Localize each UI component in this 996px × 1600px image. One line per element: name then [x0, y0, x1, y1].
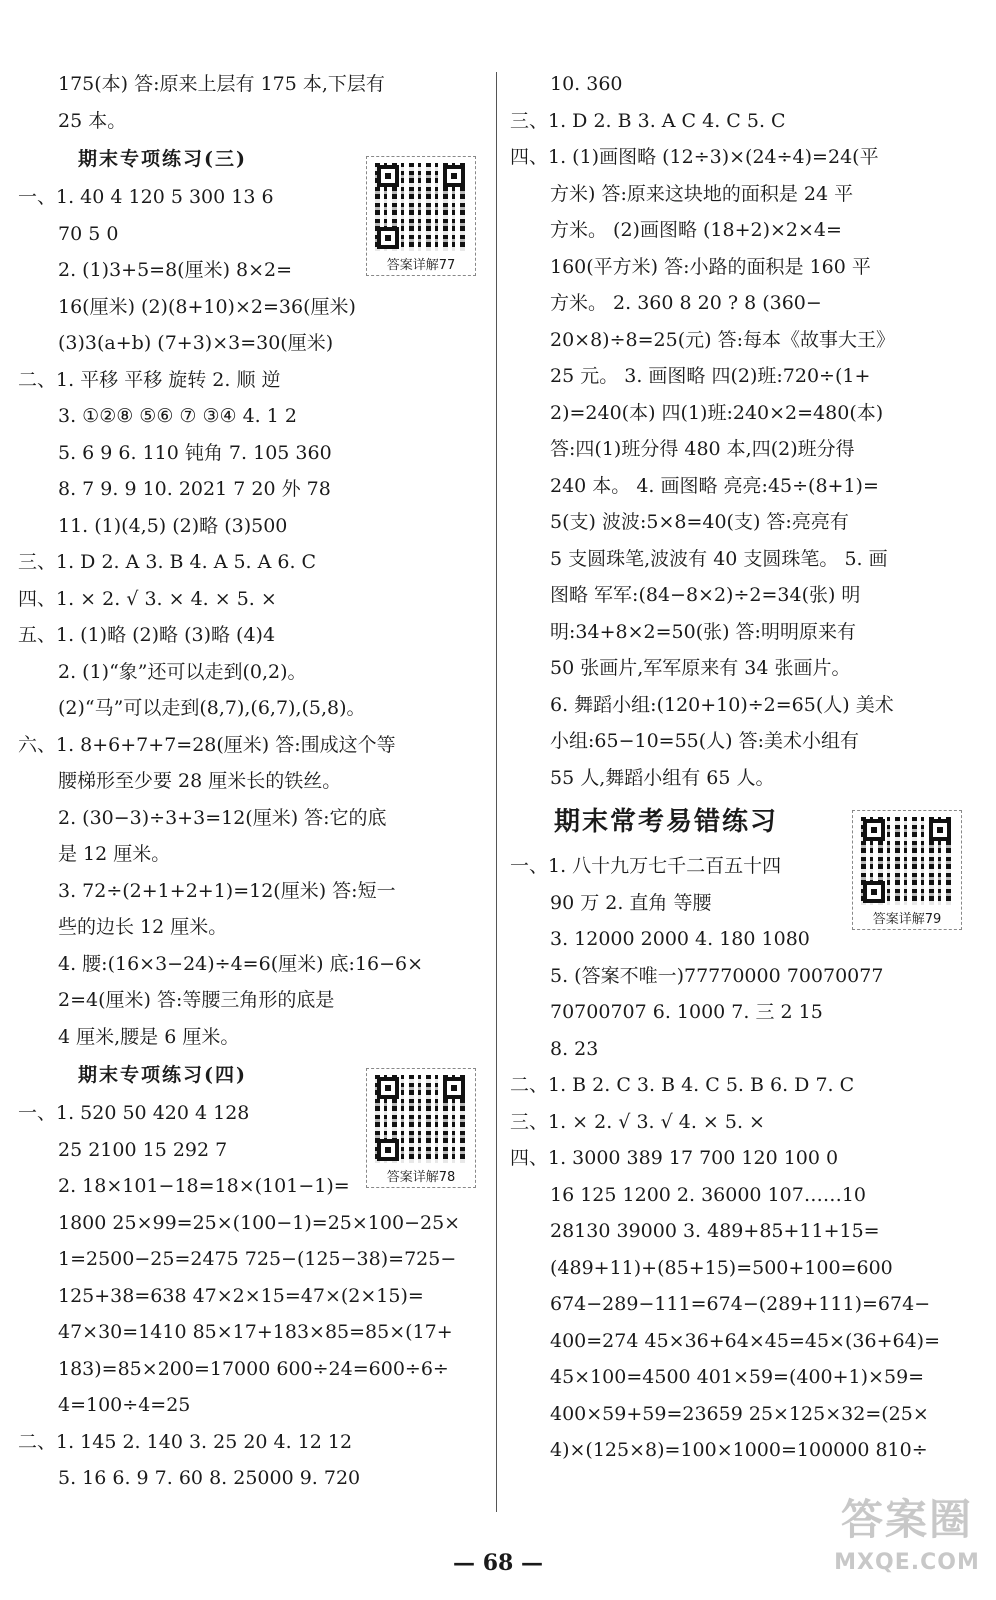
answer-line: 45×100=4500 401×59=(400+1)×59= — [550, 1366, 925, 1388]
answer-line: 一、1. 520 50 420 4 128 — [18, 1102, 250, 1124]
answer-line: 400×59+59=23659 25×125×32=(25× — [550, 1402, 929, 1425]
answer-line: 90 万 2. 直角 等腰 — [550, 891, 712, 914]
watermark-logo: 答案圈 MXQE.COM — [834, 1495, 980, 1575]
answer-line: 三、1. D 2. A 3. B 4. A 5. A 6. C — [18, 551, 317, 573]
answer-line: 400=274 45×36+64×45=45×(36+64)= — [550, 1329, 940, 1352]
qr-caption: 答案详解77 — [386, 258, 456, 273]
answer-line: 一、1. 40 4 120 5 300 13 6 — [18, 186, 274, 208]
answer-line: 2. 18×101−18=18×(101−1)= — [58, 1175, 350, 1197]
answer-line: 16(厘米) (2)(8+10)×2=36(厘米) — [58, 295, 356, 318]
answer-line: 70700707 6. 1000 7. 三 2 15 — [550, 1001, 823, 1023]
answer-line: 方米。 2. 360 8 20 ? 8 (360− — [550, 292, 822, 314]
answer-line: 5. 16 6. 9 7. 60 8. 25000 9. 720 — [58, 1467, 361, 1489]
answer-line: 160(平方米) 答:小路的面积是 160 平 — [550, 255, 871, 278]
answer-line: 11. (1)(4,5) (2)略 (3)500 — [58, 514, 288, 537]
answer-line: 8. 23 — [550, 1037, 599, 1060]
answer-line: 28130 39000 3. 489+85+11+15= — [550, 1220, 880, 1242]
answer-line: 图略 军军:(84−8×2)÷2=34(张) 明 — [550, 584, 861, 606]
answer-line: 10. 360 — [550, 73, 623, 95]
answer-line: 25 元。 3. 画图略 四(2)班:720÷(1+ — [550, 365, 871, 387]
answer-line: 2. (1)3+5=8(厘米) 8×2= — [58, 259, 293, 281]
answer-line: 答:四(1)班分得 480 本,四(2)班分得 — [550, 438, 855, 460]
answer-line: 1800 25×99=25×(100−1)=25×100−25× — [58, 1211, 461, 1234]
qr-code-78[interactable] — [366, 1068, 476, 1188]
answer-line: 2. (1)“象”还可以走到(0,2)。 — [58, 660, 307, 683]
answer-line: 小组:65−10=55(人) 答:美术小组有 — [550, 730, 860, 752]
answer-line: 674−289−111=674−(289+111)=674− — [550, 1293, 931, 1315]
answer-line: 6. 舞蹈小组:(120+10)÷2=65(人) 美术 — [550, 693, 894, 716]
answer-line: 3. 12000 2000 4. 180 1080 — [550, 928, 810, 950]
answer-line: 方米。 (2)画图略 (18+2)×2×4= — [550, 219, 842, 241]
answer-line: 2. (30−3)÷3+3=12(厘米) 答:它的底 — [58, 806, 387, 829]
answer-line: 47×30=1410 85×17+183×85=85×(17+ — [58, 1321, 453, 1343]
answer-line: 腰梯形至少要 28 厘米长的铁丝。 — [58, 770, 342, 792]
answer-line: 4)×(125×8)=100×1000=100000 810÷ — [550, 1439, 928, 1461]
answer-line: 二、1. 平移 平移 旋转 2. 顺 逆 — [18, 368, 281, 391]
qr-caption: 答案详解79 — [872, 912, 942, 927]
answer-line: 5. 6 9 6. 110 钝角 7. 105 360 — [58, 441, 332, 464]
answer-line: (489+11)+(85+15)=500+100=600 — [550, 1256, 893, 1279]
answer-line: 20×8)÷8=25(元) 答:每本《故事大王》 — [550, 328, 895, 351]
section-title: 期末常考易错练习 — [554, 807, 779, 837]
answer-line: 三、1. × 2. √ 3. √ 4. × 5. × — [510, 1110, 765, 1133]
page-number: — 68 — — [453, 1550, 543, 1576]
answer-line: 125+38=638 47×2×15=47×(2×15)= — [58, 1284, 424, 1307]
answer-line: 70 5 0 — [58, 222, 119, 245]
answer-line: 240 本。 4. 画图略 亮亮:45÷(8+1)= — [550, 474, 879, 497]
answer-line: 183)=85×200=17000 600÷24=600÷6÷ — [58, 1357, 449, 1380]
answer-line: 是 12 厘米。 — [58, 843, 171, 865]
answer-line: 二、1. 145 2. 140 3. 25 20 4. 12 12 — [18, 1430, 353, 1453]
answer-line: 六、1. 8+6+7+7=28(厘米) 答:围成这个等 — [18, 733, 396, 756]
column-divider — [496, 72, 497, 1512]
answer-line: 1=2500−25=2475 725−(125−38)=725− — [58, 1248, 457, 1270]
section-title: 期末专项练习(三) — [78, 148, 247, 170]
left-column — [18, 66, 488, 1497]
answer-line: 二、1. B 2. C 3. B 4. C 5. B 6. D 7. C — [510, 1074, 855, 1096]
answer-line: 四、1. (1)画图略 (12÷3)×(24÷4)=24(平 — [510, 146, 879, 168]
answer-line: 55 人,舞蹈小组有 65 人。 — [550, 766, 775, 789]
answer-line: 5(支) 波波:5×8=40(支) 答:亮亮有 — [550, 511, 849, 533]
answer-line: 25 2100 15 292 7 — [58, 1138, 228, 1161]
section-title: 期末专项练习(四) — [78, 1064, 247, 1086]
answer-line: (2)“马”可以走到(8,7),(6,7),(5,8)。 — [58, 697, 366, 719]
qr-caption: 答案详解78 — [386, 1170, 456, 1185]
answer-line: 四、1. × 2. √ 3. × 4. × 5. × — [18, 587, 277, 610]
answer-line: 8. 7 9. 9 10. 2021 7 20 外 78 — [58, 478, 331, 500]
answer-line: 三、1. D 2. B 3. A C 4. C 5. C — [510, 109, 786, 132]
answer-line: 四、1. 3000 389 17 700 120 100 0 — [510, 1147, 839, 1169]
answer-line: 方米) 答:原来这块地的面积是 24 平 — [550, 182, 854, 205]
answer-line: 16 125 1200 2. 36000 107……10 — [550, 1183, 867, 1206]
answer-line: 明:34+8×2=50(张) 答:明明原来有 — [550, 620, 856, 643]
answer-line: 4. 腰:(16×3−24)÷4=6(厘米) 底:16−6× — [58, 952, 424, 975]
answer-line: 5 支圆珠笔,波波有 40 支圆珠笔。 5. 画 — [550, 547, 888, 570]
answer-line: (3)3(a+b) (7+3)×3=30(厘米) — [58, 332, 334, 354]
answer-line: 5. (答案不唯一)77770000 70070077 — [550, 964, 884, 987]
answer-line: 2)=240(本) 四(1)班:240×2=480(本) — [550, 401, 884, 424]
answer-line: 些的边长 12 厘米。 — [58, 916, 228, 938]
answer-line: 五、1. (1)略 (2)略 (3)略 (4)4 — [18, 624, 276, 646]
answer-line: 3. ①②⑧ ⑤⑥ ⑦ ③④ 4. 1 2 — [58, 405, 297, 427]
answer-line: 4 厘米,腰是 6 厘米。 — [58, 1025, 240, 1048]
answer-line: 一、1. 八十九万七千二百五十四 — [510, 855, 782, 877]
answer-line: 50 张画片,军军原来有 34 张画片。 — [550, 657, 851, 679]
right-column — [510, 66, 980, 1469]
qr-code-77[interactable] — [366, 156, 476, 276]
answer-line: 4=100÷4=25 — [58, 1394, 191, 1416]
answer-line: 25 本。 — [58, 109, 127, 132]
answer-line: 2=4(厘米) 答:等腰三角形的底是 — [58, 989, 335, 1011]
answer-line: 175(本) 答:原来上层有 175 本,下层有 — [58, 73, 385, 95]
qr-code-79[interactable] — [852, 810, 962, 930]
answer-line: 3. 72÷(2+1+2+1)=12(厘米) 答:短一 — [58, 879, 396, 902]
